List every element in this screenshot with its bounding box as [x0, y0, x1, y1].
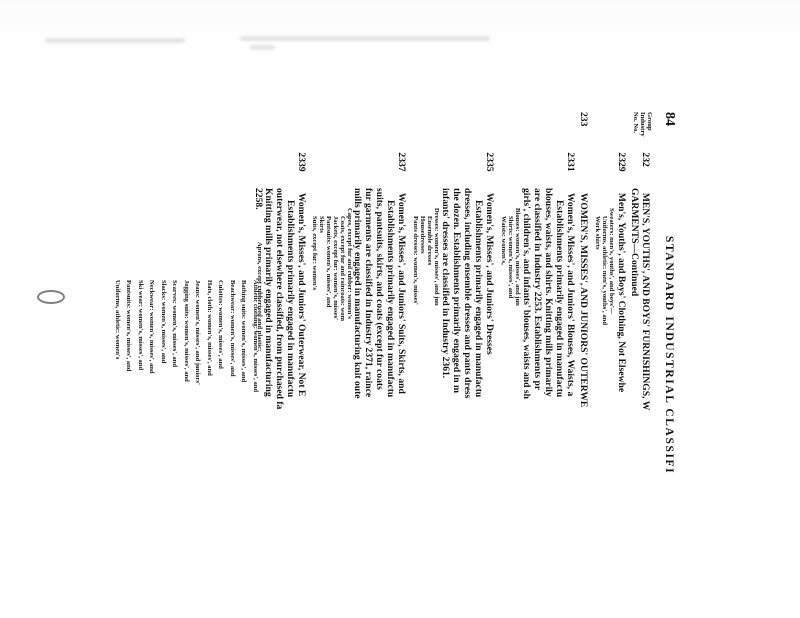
scan-smudge: [250, 45, 275, 50]
paragraph-line: mills primarily engaged in manufacturing knit oute: [352, 188, 363, 399]
list-item: Skirts: [318, 216, 325, 233]
list-item: Capes, except fur and rubber: women's: [346, 208, 353, 319]
group-232-row: [640, 112, 651, 410]
list-item: Ensemble dresses: [426, 216, 433, 266]
scan-header-strip: [0, 0, 800, 56]
rotated-list-viewport: [95, 280, 261, 498]
paragraph-line: girls', children's, and infants' blouses, waists and sh: [521, 188, 532, 399]
list-item: Beachwear: women's, misses', and: [229, 280, 236, 377]
group-title: WOMEN'S, MISSES', AND JUNIORS' OUTERWE: [578, 192, 589, 408]
rotated-document-page: [255, 112, 675, 617]
column-heading: Group Industry No. No.: [631, 112, 653, 137]
list-item: Jackets, except fur: women's, misses': [332, 216, 339, 321]
industry-code: 2331: [565, 152, 576, 172]
list-item: Work shirts: [594, 216, 601, 250]
group-233-row: [578, 112, 589, 407]
industry-code: 2329: [616, 152, 627, 172]
list-item: Pants dresses: women's, misses': [412, 216, 419, 305]
list-item: Scarves: women's, misses', and: [171, 280, 179, 368]
paragraph-line: Establishments primarily engaged in manufactu: [385, 200, 396, 398]
paragraph-line: dresses, including ensemble dresses and pants dress: [462, 188, 473, 399]
list-item: Slacks: women's, misses', and: [160, 280, 167, 364]
list-item: Ski wear: women's, misses', and: [137, 280, 144, 371]
list-item: Suits, except fur: women's: [311, 216, 318, 290]
list-item: Pantsuits: women's, misses', and: [125, 280, 133, 372]
list-item: Athletic clothing: women's, misses', and: [252, 280, 259, 393]
list-item: Jeans: women's, misses', and juniors': [194, 280, 202, 385]
paragraph-line: suits, pantsuits, skirts, and coats (except fur coats: [374, 188, 385, 390]
industry-2337-heading-row: [396, 112, 407, 394]
industry-2335-heading-row: [484, 112, 495, 355]
paragraph-line: outerwear, not elsewhere classified, from purchased fa: [274, 188, 285, 410]
page-header: [661, 112, 675, 617]
list-item: Bathing suits: women's, misses', and: [240, 280, 248, 383]
paragraph-line: Establishments primarily engaged in manufactu: [285, 200, 296, 398]
industry-heading: Women's, Misses', and Juniors' Blouses, Waists, a: [565, 192, 576, 397]
group-code: 232: [640, 152, 651, 167]
industry-2339-heading-row: [296, 112, 307, 396]
scan-smudge: [240, 36, 490, 41]
list-item: Jogging suits: women's, misses', and: [183, 280, 190, 382]
industry-2329-heading-row: [616, 112, 627, 392]
page-number: 84: [662, 112, 677, 126]
paragraph-line: blouses, waists, and shirts. Knitting mills primarily: [543, 188, 554, 397]
rotated-page-viewport: [255, 112, 675, 617]
list-item: Pantsuits: women's, misses', and: [325, 216, 332, 308]
paragraph-line: are classified in Industry 2253. Establishments pr: [532, 188, 543, 391]
list-item: Culottes: women's, misses', and: [217, 280, 225, 369]
list-item: Waists: women's,: [500, 216, 507, 265]
scan-smudge: [45, 38, 185, 43]
list-item: Blouses: women's, misses', and jun: [514, 208, 521, 306]
group-code: 233: [578, 112, 589, 127]
list-item: Shirts: women's, misses', and: [507, 216, 514, 299]
list-item: Hats, cloth: women's, misses', and: [206, 280, 213, 376]
paragraph-line: infants' dresses are classified in Industry 2361.: [440, 188, 451, 379]
paragraph-line: the dozen. Establishments primarily engaged in m: [451, 188, 462, 393]
paragraph-line: 2258.: [253, 188, 264, 210]
list-item: Coats, except fur and raincoats: wom: [339, 216, 346, 322]
list-item: Aprons, except rubberized and plastic:: [256, 242, 263, 352]
list-item: Housedresses: [419, 216, 426, 254]
industry-heading: Women's, Misses', and Juniors' Dresses: [484, 192, 495, 355]
group-continued: GARMENTS—Continued: [629, 188, 640, 297]
industry-2331-heading-row: [565, 112, 576, 396]
paragraph-line: Establishments primarily engaged in manufactu: [554, 200, 565, 398]
running-title: STANDARD INDUSTRIAL CLASSIFI: [663, 236, 675, 475]
list-item: Uniforms, athletic: men's, youths', and: [601, 216, 608, 325]
industry-code: 2337: [396, 152, 407, 172]
group-title: MEN'S, YOUTHS', AND BOYS' FURNISHINGS, W: [640, 192, 651, 411]
industry-code: 2339: [296, 152, 307, 172]
industry-code: 2335: [484, 152, 495, 172]
industry-heading: Women's, Misses', and Juniors' Outerwear, Not E: [296, 192, 307, 397]
industry-heading: Women's, Misses', and Juniors' Suits, Skirts, and: [396, 192, 407, 394]
paragraph-line: fur garments are classified in Industry 2371, raince: [363, 188, 374, 398]
list-item: Neckwear: women's, misses', and: [148, 280, 156, 374]
list-item: Dresses: women's, misses', and jun: [433, 208, 440, 306]
paragraph-line: Establishments primarily engaged in manufactu: [473, 200, 484, 398]
industry-heading: Men's, Youths', and Boys' Clothing, Not Elsewhe: [616, 192, 627, 393]
paragraph-line: Knitting mills primarily engaged in manufacturing: [263, 188, 274, 397]
list-item: Sweaters: men's, youths', and boys'—: [608, 208, 615, 315]
list-item: Uniforms, athletic: women's: [114, 280, 121, 360]
rotated-list: [95, 280, 261, 498]
stray-scan-mark: [37, 290, 65, 304]
